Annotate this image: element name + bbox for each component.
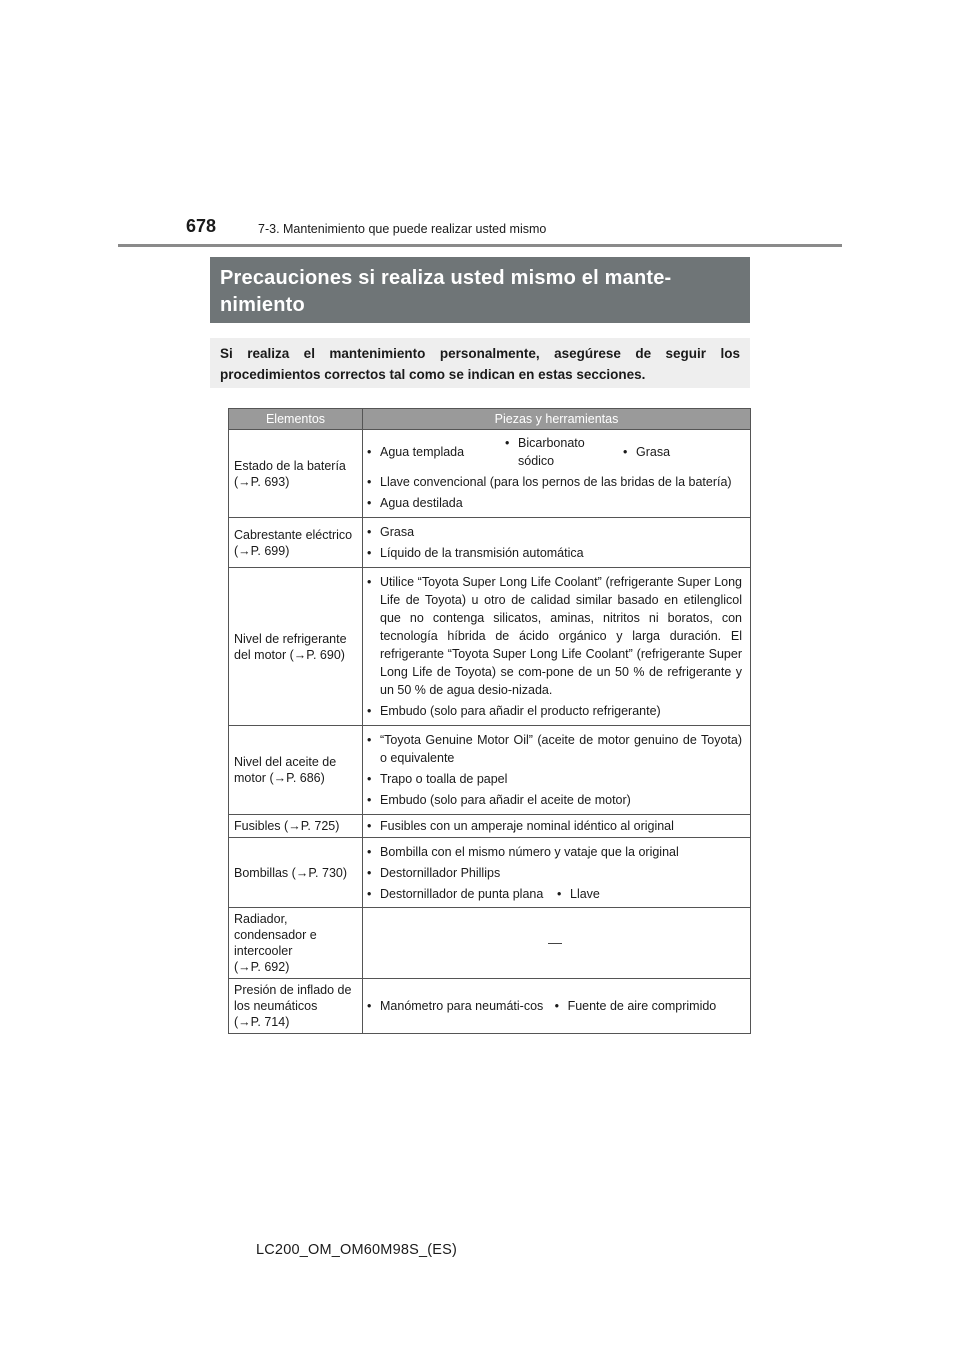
element-cell (229, 518, 363, 568)
element-cell (229, 726, 363, 815)
header-parts: Piezas y herramientas (363, 409, 751, 430)
parts-cell (363, 838, 751, 908)
parts-cell (363, 979, 751, 1034)
page-reference: (→P. 725) (284, 819, 340, 833)
list-item: • Llave (557, 887, 600, 901)
list-item: • Bicarbonato sódico (505, 436, 585, 468)
header-elements: Elementos (229, 409, 363, 430)
table-row (229, 568, 751, 726)
document-code: LC200_OM_OM60M98S_(ES) (256, 1242, 458, 1258)
parts-cell (363, 568, 751, 726)
list-item: • Embudo (solo para añadir el aceite de motor) (367, 793, 631, 807)
parts-inline-group (367, 885, 742, 903)
list-item: • Agua destilada (367, 496, 463, 510)
page-title-box (210, 257, 750, 323)
table-header-row (229, 409, 751, 430)
element-cell (229, 815, 363, 838)
element-name: Radiador, condensador e intercooler (234, 912, 317, 958)
no-parts-dash (367, 934, 742, 952)
table-row (229, 979, 751, 1034)
list-item: • Trapo o toalla de papel (367, 772, 508, 786)
element-cell (229, 908, 363, 979)
section-heading: 7-3. Mantenimiento que puede realizar usted mismo (258, 222, 547, 236)
element-cell (229, 430, 363, 518)
intro-text: Si realiza el mantenimiento personalmente, asegúrese de seguir los procedimientos correctos tal como se indican en estas secciones. (220, 346, 740, 382)
list-item: • Grasa (623, 445, 671, 459)
list-item: • Bombilla con el mismo número y vataje que la original (367, 845, 679, 859)
element-name: Bombillas (234, 865, 289, 880)
parts-inline-group (367, 997, 742, 1015)
element-name: Nivel de refrigerante del motor (234, 631, 347, 662)
list-item: • Llave convencional (para los pernos de las bridas de la batería) (367, 475, 732, 489)
table-row (229, 430, 751, 518)
page-reference: (→P. 686) (269, 771, 325, 785)
list-item: • Fusibles con un amperaje nominal idéntico al original (367, 819, 674, 833)
element-cell (229, 568, 363, 726)
parts-cell (363, 518, 751, 568)
list-item: • Líquido de la transmisión automática (367, 546, 584, 560)
list-item: • Grasa (367, 525, 415, 539)
list-item: • Destornillador de punta plana (367, 887, 544, 901)
header-rule (118, 244, 842, 247)
page-title-line2: nimiento (220, 294, 305, 316)
list-item: • Agua templada (367, 445, 465, 459)
list-item: • Destornillador Phillips (367, 866, 501, 880)
table-row (229, 726, 751, 815)
page-number: 678 (186, 216, 217, 236)
table-row (229, 815, 751, 838)
page-reference: (→P. 693) (234, 474, 290, 489)
element-cell (229, 838, 363, 908)
page-reference: (→P. 730) (291, 865, 348, 880)
maintenance-parts-table (228, 408, 751, 1034)
table-row (229, 908, 751, 979)
table-row (229, 838, 751, 908)
list-item: • Manómetro para neumáti-cos (367, 999, 544, 1013)
element-name: Estado de la batería (234, 458, 346, 473)
element-name: Nivel del aceite de motor (234, 755, 337, 785)
intro-box (210, 338, 750, 388)
page-title-line1: Precauciones si realiza usted mismo el mante- (220, 267, 672, 289)
page-reference: (→P. 690) (289, 647, 345, 662)
page-reference: (→P. 692) (234, 960, 290, 974)
list-item: • Embudo (solo para añadir el producto refrigerante) (367, 704, 661, 718)
list-item: • Fuente de aire comprimido (554, 999, 717, 1013)
page-reference: (→P. 699) (234, 543, 290, 558)
table-row (229, 518, 751, 568)
list-item: • Utilice “Toyota Super Long Life Coolant” (refrigerante Super Long Life de Toyota) u otro de calidad similar basado en etilenglicol que no contenga silicatos, aminas, nitritos ni boratos, con tecnología híbrida de ácido orgánico y larga duración. El refrigerante “Toyota Super Long Life Coolant” (refrigerante Super Long Life de Toyota) se com-pone de un 50 % de refrigerante y un 50 % de agua desio-nizada. (367, 575, 742, 697)
element-name: Presión de inflado de los neumáticos (234, 983, 352, 1013)
parts-cell (363, 908, 751, 979)
parts-cell (363, 726, 751, 815)
parts-cell (363, 815, 751, 838)
element-name: Fusibles (234, 819, 281, 833)
element-cell (229, 979, 363, 1034)
parts-inline-group (367, 434, 742, 470)
list-item: • “Toyota Genuine Motor Oil” (aceite de motor genuino de Toyota) o equivalente (367, 733, 742, 765)
element-name: Cabrestante eléctrico (234, 527, 353, 542)
page-reference: (→P. 714) (234, 1015, 290, 1029)
parts-cell (363, 430, 751, 518)
